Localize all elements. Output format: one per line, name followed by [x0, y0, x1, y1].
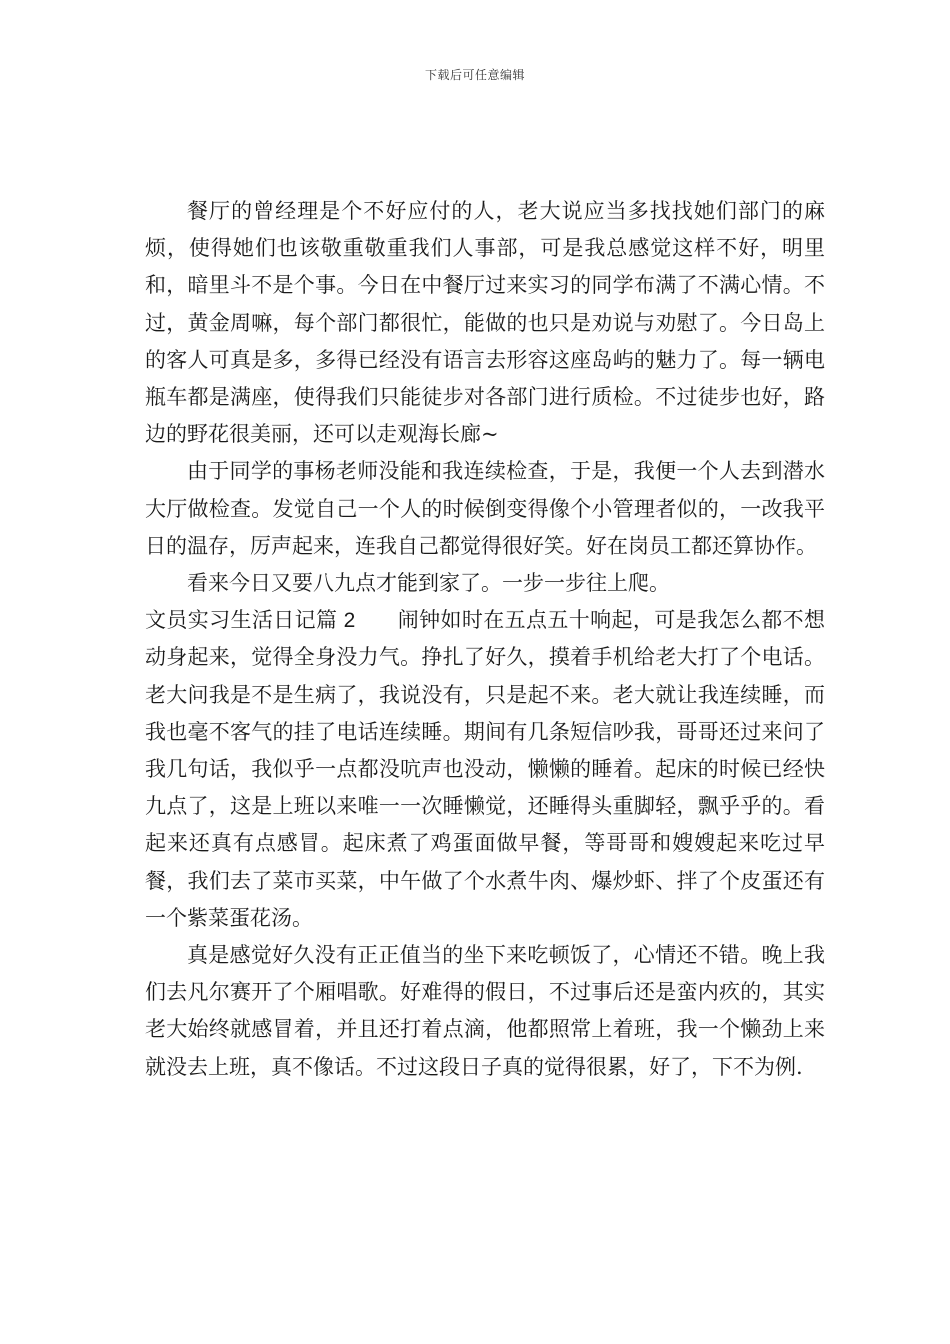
- section-paragraph: [145, 602, 825, 937]
- paragraph-1: 餐厅的曾经理是个不好应付的人，老大说应当多找找她们部门的麻烦，使得她们也该敬重敬重我们人事部，可是我总感觉这样不好，明里和，暗里斗不是个事。今日在中餐厅过来实习的同学布满了不满心情。不过，黄金周嘛，每个部门都很忙，能做的也只是劝说与劝慰了。今日岛上的客人可真是多，多得已经没有语言去形容这座岛屿的魅力了。每一辆电瓶车都是满座，使得我们只能徒步对各部门进行质检。不过徒步也好，路边的野花很美丽，还可以走观海长廊~: [145, 199, 825, 447]
- paragraph-2: 由于同学的事杨老师没能和我连续检查，于是，我便一个人去到潜水大厅做检查。发觉自己一个人的时候倒变得像个小管理者似的，一改我平日的温存，厉声起来，连我自己都觉得很好笑。好在岗员工都还算协作。: [145, 459, 825, 558]
- paragraph-final: 真是感觉好久没有正正值当的坐下来吃顿饭了，心情还不错。晚上我们去凡尔赛开了个厢唱歌。好难得的假日，不过事后还是蛮内疚的，其实老大始终就感冒着，并且还打着点滴，他都照常上着班，我一个懒劲上来就没去上班，真不像话。不过这段日子真的觉得很累，好了，下不为例.: [145, 943, 825, 1079]
- header-note: 下载后可任意编辑: [424, 68, 525, 82]
- section-heading: 文员实习生活日记篇 2: [145, 609, 356, 633]
- paragraph-3: 看来今日又要八九点才能到家了。一步一步往上爬。: [187, 571, 670, 596]
- document-body: [145, 193, 825, 1086]
- section-first-paragraph: 闹钟如时在五点五十响起，可是我怎么都不想动身起来，觉得全身没力气。挣扎了好久，摸着手机给老大打了个电话。老大问我是不是生病了，我说没有，只是起不来。老大就让我连续睡，而我也毫不客气的挂了电话连续睡。期间有几条短信吵我，哥哥还过来问了我几句话，我似乎一点都没吭声也没动，懒懒的睡着。起床的时候已经快九点了，这是上班以来唯一一次睡懒觉，还睡得头重脚轻，飘乎乎的。看起来还真有点感冒。起床煮了鸡蛋面做早餐，等哥哥和嫂嫂起来吃过早餐，我们去了菜市买菜，中午做了个水煮牛肉、爆炒虾、拌了个皮蛋还有一个紫菜蛋花汤。: [145, 608, 825, 930]
